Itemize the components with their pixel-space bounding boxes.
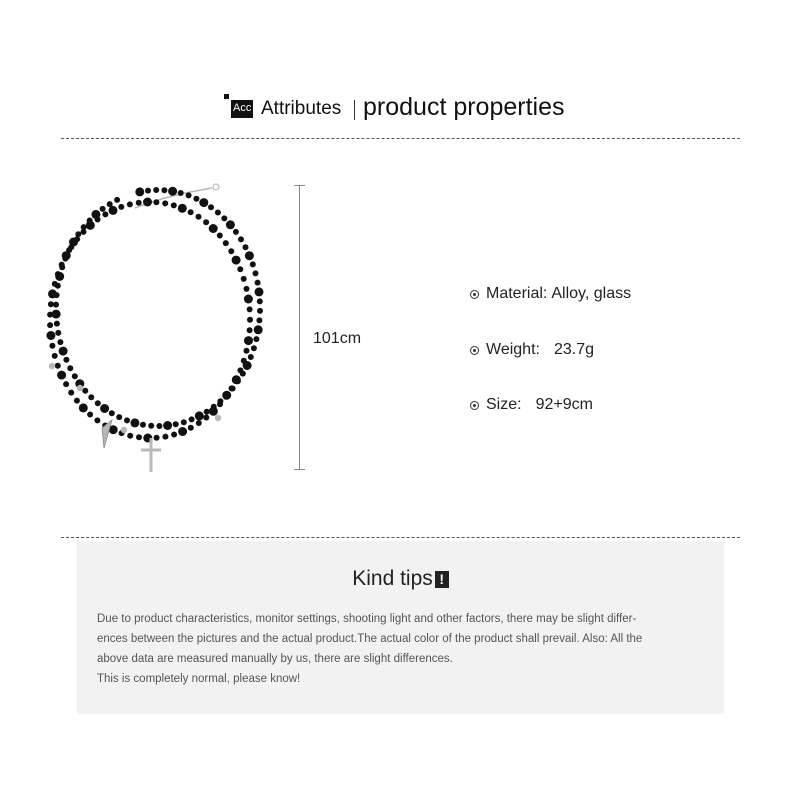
bead <box>257 308 263 314</box>
bullet-icon <box>470 346 479 355</box>
bead <box>116 414 122 420</box>
bead <box>186 192 192 198</box>
bead <box>118 204 124 210</box>
silver-bead <box>77 385 83 391</box>
bead <box>222 391 231 400</box>
bead <box>226 220 235 229</box>
bead <box>114 197 120 203</box>
bead <box>195 411 204 420</box>
bead <box>247 317 253 323</box>
bead <box>62 256 68 262</box>
bead <box>63 381 69 387</box>
bead <box>143 198 152 207</box>
bead <box>68 390 74 396</box>
bead <box>53 302 59 308</box>
bead <box>59 347 68 356</box>
tips-line: This is completely normal, please know! <box>97 673 301 685</box>
bead <box>171 432 177 438</box>
bead <box>168 187 177 196</box>
tips-heading <box>77 567 724 591</box>
spec-label: Size: <box>486 396 522 413</box>
bead <box>178 427 187 436</box>
bead <box>161 187 167 193</box>
bead <box>215 210 221 216</box>
bead <box>54 321 60 327</box>
bead <box>100 206 106 212</box>
bead <box>154 435 160 441</box>
bead <box>241 276 247 282</box>
bead <box>235 378 241 384</box>
bead <box>163 421 172 430</box>
bead <box>244 348 250 354</box>
bead <box>244 336 253 345</box>
bead <box>203 415 209 421</box>
bead <box>145 188 151 194</box>
bead <box>255 280 261 286</box>
bead <box>237 266 243 272</box>
header-dot <box>224 94 229 99</box>
tips-line: above data are measured manually by us, there are slight differences. <box>97 653 453 665</box>
bead <box>243 244 249 250</box>
length-label: 101cm <box>313 330 362 347</box>
bead <box>156 423 162 429</box>
bullet-icon <box>470 290 479 299</box>
bead <box>243 361 252 370</box>
bead <box>74 398 80 404</box>
bead <box>66 247 72 253</box>
exclamation-icon: ! <box>435 571 449 588</box>
bead <box>250 261 256 267</box>
bead <box>233 229 239 235</box>
spec-material <box>470 285 631 303</box>
bead <box>46 331 55 340</box>
spec-value: Alloy, glass <box>551 285 632 302</box>
tips-text <box>97 609 709 689</box>
header-badge: Acc <box>231 100 253 118</box>
bead <box>221 215 227 221</box>
bead <box>47 322 53 328</box>
bead <box>193 196 199 202</box>
bead <box>109 206 118 215</box>
bead <box>248 354 254 360</box>
bead <box>102 211 108 217</box>
bead <box>188 209 194 215</box>
bead <box>52 310 61 319</box>
tips-title: Kind tips <box>352 567 433 590</box>
spec-weight <box>470 341 594 359</box>
bead <box>196 214 202 220</box>
bead <box>109 410 115 416</box>
bead <box>228 248 234 254</box>
bead <box>188 425 194 431</box>
bead <box>255 287 264 296</box>
bead <box>238 236 244 242</box>
bead <box>211 404 217 410</box>
bead <box>135 187 144 196</box>
bead <box>67 365 73 371</box>
bead <box>127 433 133 439</box>
bead <box>230 386 236 392</box>
bead <box>173 421 179 427</box>
bead <box>94 417 100 423</box>
necklace-illustration <box>40 180 280 480</box>
bead <box>48 301 54 307</box>
header-subtitle: product properties <box>363 93 565 121</box>
header-separator <box>354 100 355 120</box>
bead <box>82 388 88 394</box>
bead <box>162 434 168 440</box>
measure-cap-top <box>294 185 305 186</box>
bead <box>79 403 88 412</box>
silver-bead <box>215 415 221 421</box>
spec-label: Material: <box>486 285 548 302</box>
bead <box>223 240 229 246</box>
bead <box>178 204 187 213</box>
bullet-icon <box>470 401 479 410</box>
bead <box>81 224 87 230</box>
section-header <box>0 92 800 132</box>
bead <box>63 357 69 363</box>
bead <box>127 201 133 207</box>
bead <box>253 336 259 342</box>
silver-bead <box>121 427 127 433</box>
bead <box>87 218 93 224</box>
bead <box>72 373 78 379</box>
bead <box>244 295 253 304</box>
bead <box>199 198 208 207</box>
bead <box>247 327 253 333</box>
silver-bead <box>49 363 55 369</box>
bead <box>55 330 61 336</box>
bead <box>95 400 101 406</box>
bead <box>52 353 58 359</box>
bead <box>204 409 210 415</box>
spec-size <box>470 396 593 414</box>
spec-value: 92+9cm <box>535 396 593 413</box>
measure-cap-bottom <box>294 469 305 470</box>
bottom-divider <box>61 537 740 538</box>
bead <box>245 251 254 260</box>
bead <box>232 256 241 265</box>
bead <box>107 201 113 207</box>
bead <box>148 423 154 429</box>
bead <box>171 202 177 208</box>
bead <box>251 345 257 351</box>
bead <box>203 219 209 225</box>
bead <box>257 298 263 304</box>
bead <box>136 434 142 440</box>
tips-line: Due to product characteristics, monitor settings, shooting light and other factors, there may be slight differ- <box>97 613 637 625</box>
bead <box>91 210 100 219</box>
bead <box>57 339 63 345</box>
kind-tips-panel <box>77 541 724 714</box>
header-title: Attributes <box>261 98 342 119</box>
bead <box>254 325 263 334</box>
bead <box>217 233 223 239</box>
product-image <box>40 180 280 480</box>
bead <box>59 264 65 270</box>
bead <box>189 416 195 422</box>
bead <box>124 417 130 423</box>
bead <box>217 398 223 404</box>
bead <box>196 420 202 426</box>
bead <box>88 394 94 400</box>
bead <box>153 199 159 205</box>
spec-value: 23.7g <box>553 341 594 358</box>
bead <box>181 419 187 425</box>
top-divider <box>61 138 740 139</box>
bead <box>153 187 159 193</box>
bead <box>130 418 139 427</box>
bead <box>256 317 262 323</box>
clasp-ring <box>213 184 219 190</box>
bead <box>178 190 184 196</box>
bead <box>247 306 253 312</box>
bead <box>209 224 218 233</box>
bead <box>69 238 78 247</box>
bead <box>55 272 64 281</box>
length-measure-line <box>299 185 300 470</box>
cross-pendant <box>141 438 161 472</box>
bead <box>49 343 55 349</box>
bead <box>244 286 250 292</box>
bead <box>55 283 61 289</box>
bead <box>162 200 168 206</box>
bead <box>87 412 93 418</box>
bead <box>208 204 214 210</box>
bead <box>75 231 81 237</box>
tips-line: ences between the pictures and the actual product.The actual color of the product shall prevail. Also: All the <box>97 633 643 645</box>
bead <box>136 200 142 206</box>
bead <box>240 371 246 377</box>
bead <box>57 371 66 380</box>
spec-label: Weight: <box>486 341 540 358</box>
bead <box>54 292 60 298</box>
bead <box>253 270 259 276</box>
bead <box>55 363 61 369</box>
bead <box>100 404 109 413</box>
bead <box>140 422 146 428</box>
